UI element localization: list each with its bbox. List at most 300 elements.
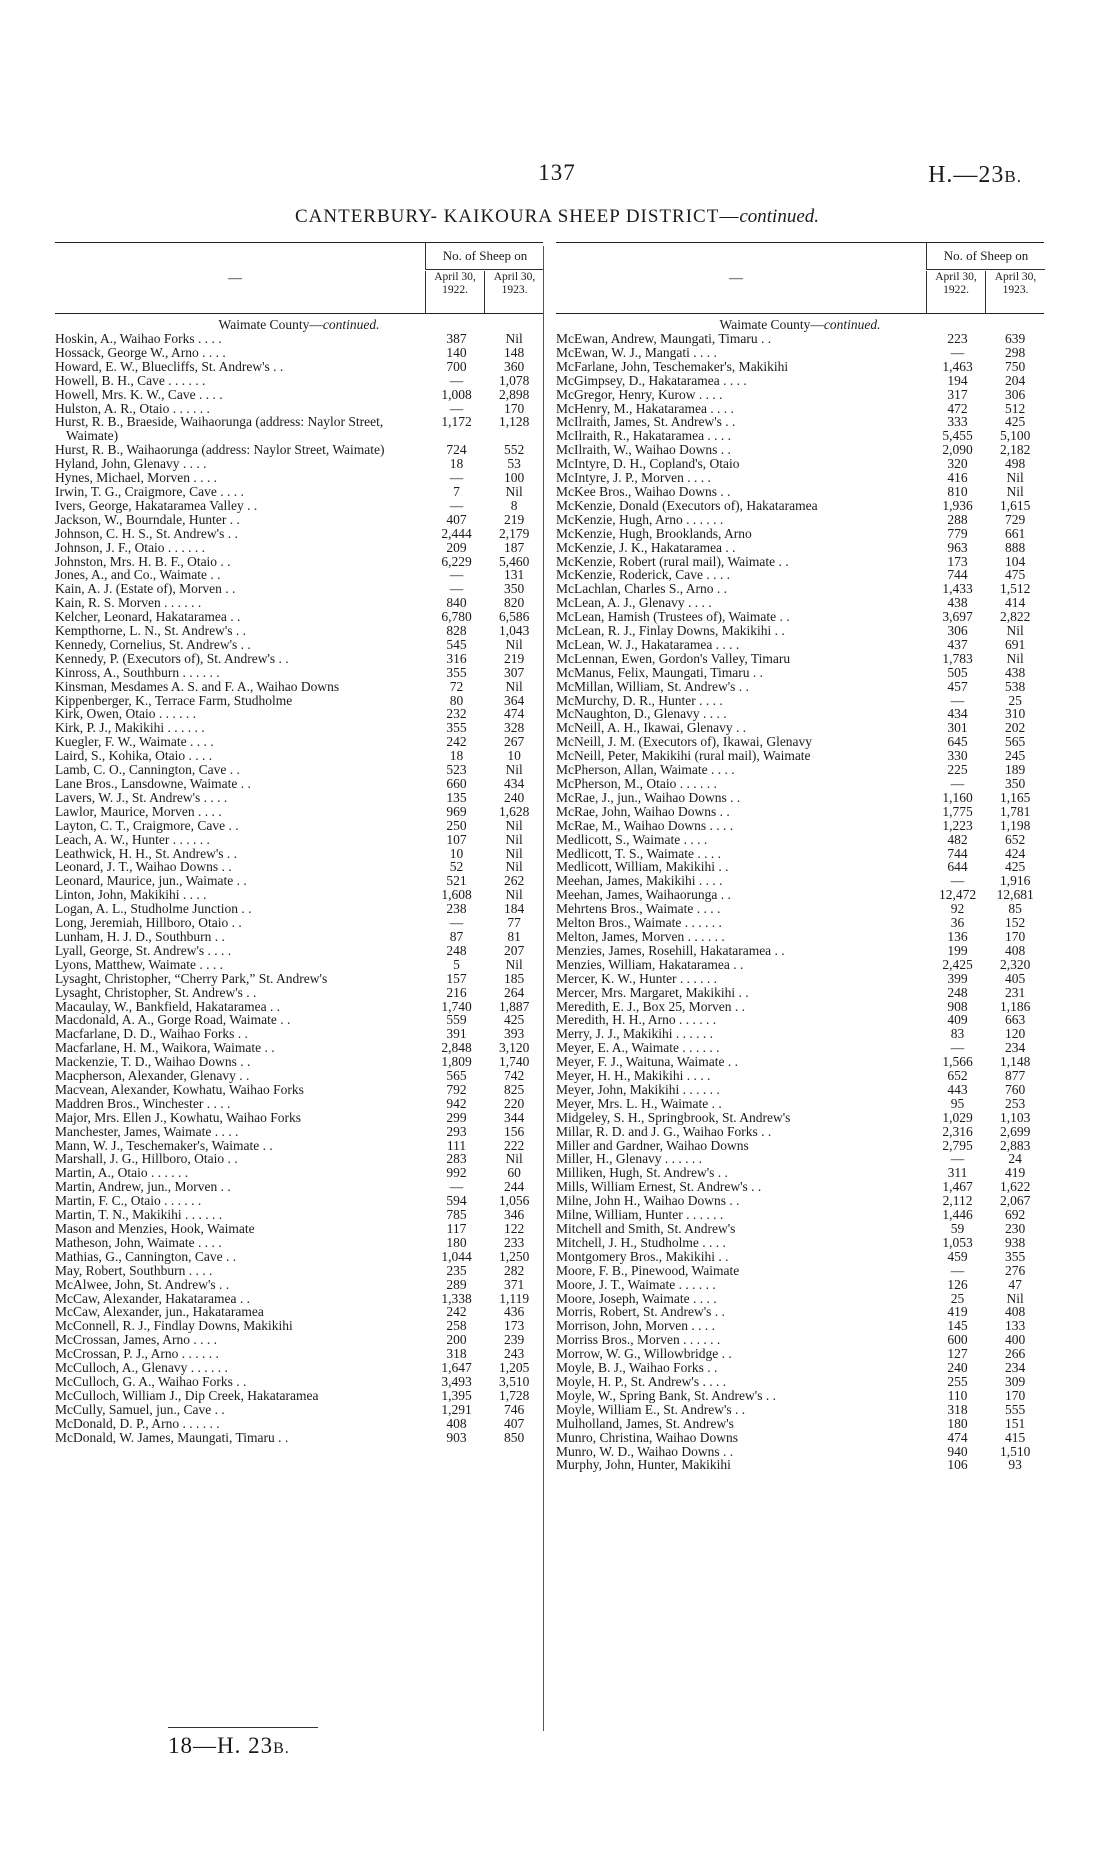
owner-name: Laird, S., Kohika, Otaio . . . . [55, 748, 213, 764]
owner-name: Jackson, W., Bourndale, Hunter . . [55, 511, 240, 527]
sheep-1923: Nil [1006, 483, 1024, 499]
sheep-1923: 2,067 [999, 1193, 1031, 1209]
owner-name: McConnell, R. J., Findlay Downs, Makikihi [55, 1318, 293, 1334]
sheep-1922: 1,566 [942, 1054, 973, 1070]
sheep-1922: 2,425 [942, 956, 973, 972]
owner-name: Mitchell and Smith, St. Andrew's [556, 1221, 736, 1236]
table-row [55, 1194, 543, 1208]
right-column [556, 242, 1044, 1472]
owner-name: Lyons, Matthew, Waimate . . . . [55, 956, 224, 972]
table-row [55, 415, 543, 443]
sheep-1922: 107 [446, 831, 467, 847]
table-row [556, 1458, 1044, 1472]
sheep-1922: 600 [947, 1332, 968, 1348]
owner-name: Leathwick, H. H., St. Andrew's . . [55, 845, 238, 861]
table-row [556, 541, 1044, 555]
sheep-1923: 230 [1005, 1221, 1026, 1236]
owner-name: Irwin, T. G., Craigmore, Cave . . . . [55, 483, 244, 499]
sheep-1922: 1,291 [441, 1401, 472, 1417]
sheep-1922: — [449, 372, 464, 388]
sheep-1923: 240 [504, 789, 525, 805]
table-row [55, 860, 543, 874]
table-row [55, 652, 543, 666]
sheep-1923: 938 [1005, 1234, 1026, 1250]
sheep-1923: 425 [504, 1012, 525, 1028]
owner-name: Milne, John H., Waihao Downs . . [556, 1193, 740, 1209]
table-row [556, 1236, 1044, 1250]
owner-name: Ivers, George, Hakataramea Valley . . [55, 497, 258, 513]
table-row [55, 972, 543, 986]
owner-name: Munro, Christina, Waihao Downs [556, 1429, 739, 1445]
document-reference [928, 162, 1022, 189]
owner-name: Mason and Menzies, Hook, Waimate [55, 1221, 255, 1236]
sheep-1922: 83 [950, 1026, 965, 1042]
owner-name: Morriss Bros., Morven . . . . . . [556, 1332, 721, 1348]
sheep-1922: 1,809 [441, 1054, 472, 1070]
table-row [55, 1361, 543, 1375]
owner-name: Melton Bros., Waimate . . . . . . [556, 915, 722, 931]
sheep-1923: 760 [1005, 1081, 1026, 1097]
sheep-1923: 1,916 [999, 873, 1031, 889]
county-name: Waimate County— [719, 317, 824, 332]
sheep-1923: 405 [1005, 970, 1026, 986]
county-heading [55, 318, 543, 332]
sheep-1923: 498 [1005, 456, 1026, 472]
sheep-1922: 242 [446, 1304, 467, 1320]
owner-name: Menzies, William, Hakataramea . . [556, 956, 744, 972]
sheep-1922: — [950, 1151, 965, 1167]
table-row [556, 680, 1044, 694]
sheep-1923: 282 [504, 1262, 525, 1278]
table-row [55, 555, 543, 569]
owner-name: Moore, Joseph, Waimate . . . . [556, 1290, 717, 1306]
owner-name: McIntyre, D. H., Copland's, Otaio [556, 456, 740, 472]
owner-name: Martin, T. N., Makikihi . . . . . . [55, 1207, 223, 1223]
owner-name: Major, Mrs. Ellen J., Kowhatu, Waihao Forks [55, 1109, 301, 1125]
sheep-1922: 92 [950, 901, 965, 917]
owner-name: Hoskin, A., Waihao Forks . . . . [55, 331, 222, 346]
sheep-1923: 264 [504, 984, 525, 1000]
table-row [55, 1403, 543, 1417]
table-row [55, 666, 543, 680]
sheep-1923: Nil [505, 762, 523, 778]
sheep-1923: 122 [504, 1221, 525, 1236]
owner-name: McKenzie, Hugh, Brooklands, Arno [556, 525, 752, 541]
table-row [556, 1333, 1044, 1347]
owner-name: Lawlor, Maurice, Morven . . . . [55, 803, 222, 819]
table-row [556, 471, 1044, 485]
table-row [55, 1166, 543, 1180]
sheep-1922: 200 [446, 1332, 467, 1348]
owner-name: Mathias, G., Cannington, Cave . . [55, 1248, 237, 1264]
sheep-1923: 12,681 [996, 887, 1034, 903]
table-row [556, 415, 1044, 429]
sheep-1922: 700 [446, 358, 467, 374]
sheep-1923: 234 [1005, 1360, 1026, 1376]
county-heading [556, 318, 1044, 332]
sheep-1923: Nil [1006, 650, 1024, 666]
sheep-1922: 963 [947, 539, 968, 555]
sheep-1922: 135 [446, 789, 467, 805]
table-row [556, 1403, 1044, 1417]
owner-name: Montgomery Bros., Makikihi . . [556, 1248, 729, 1264]
table-row [556, 1292, 1044, 1306]
sheep-1922: 157 [446, 970, 467, 986]
table-row [556, 735, 1044, 749]
table-row [55, 1083, 543, 1097]
sheep-1923: 419 [1005, 1165, 1026, 1181]
sheep-1923: 346 [504, 1207, 525, 1223]
sheep-1923: 1,510 [999, 1443, 1031, 1459]
table-row [556, 749, 1044, 763]
sheep-1922: 52 [449, 859, 464, 875]
table-row [556, 1069, 1044, 1083]
table-row [55, 1125, 543, 1139]
table-row [556, 791, 1044, 805]
sheep-1923: 474 [504, 706, 525, 722]
sheep-1922: — [449, 581, 464, 597]
table-row [55, 1347, 543, 1361]
table-row [556, 499, 1044, 513]
table-row [55, 833, 543, 847]
table-row [556, 1097, 1044, 1111]
table-row [556, 860, 1044, 874]
table-row [556, 429, 1044, 443]
table-row [556, 402, 1044, 416]
owner-name: Mann, W. J., Teschemaker's, Waimate . . [55, 1137, 273, 1153]
owner-name: McEwan, Andrew, Maungati, Timaru . . [556, 331, 772, 346]
owner-name: Lysaght, Christopher, St. Andrew's . . [55, 984, 257, 1000]
table-row [55, 1278, 543, 1292]
sheep-1923: 133 [1005, 1318, 1026, 1334]
table-row [556, 1417, 1044, 1431]
owner-name: Moore, J. T., Waimate . . . . . . [556, 1276, 716, 1292]
sheep-1923: 408 [1005, 942, 1026, 958]
table-row [55, 1264, 543, 1278]
sheep-1922: 828 [446, 623, 467, 639]
table-row [556, 1278, 1044, 1292]
table-row [556, 374, 1044, 388]
owner-name: Meyer, John, Makikihi . . . . . . [556, 1081, 720, 1097]
sheep-1923: 60 [507, 1165, 521, 1181]
table-row [556, 888, 1044, 902]
owner-name: McLean, Hamish (Trustees of), Waimate . . [556, 609, 790, 625]
sheep-1922: 80 [449, 692, 464, 708]
table-row [556, 777, 1044, 791]
sheep-1922: 248 [446, 942, 467, 958]
sheep-1923: 1,148 [999, 1054, 1031, 1070]
county-name: Waimate County— [218, 317, 323, 332]
sheep-1922: 908 [947, 998, 968, 1014]
sheep-1923: 1,628 [498, 803, 530, 819]
sheep-1923: 661 [1005, 525, 1026, 541]
owner-name: Lyall, George, St. Andrew's . . . . [55, 942, 232, 958]
owner-name: Medlicott, S., Waimate . . . . [556, 831, 708, 847]
sheep-1923: 1,198 [999, 817, 1031, 833]
sheep-1922: 6,780 [441, 609, 472, 625]
sheep-1923: Nil [505, 331, 523, 346]
table-row [55, 888, 543, 902]
sheep-1922: — [449, 497, 464, 513]
owner-name: Martin, F. C., Otaio . . . . . . [55, 1193, 202, 1209]
owner-name: McMurchy, D. R., Hunter . . . . [556, 692, 723, 708]
table-row [55, 694, 543, 708]
sheep-1922: 644 [947, 859, 968, 875]
sheep-1922: 1,433 [942, 581, 973, 597]
owner-name: Lysaght, Christopher, “Cherry Park,” St. Andrew's [55, 970, 328, 986]
doc-ref-suffix: B. [1004, 167, 1022, 186]
table-row [55, 1069, 543, 1083]
owner-name: Miller, H., Glenavy . . . . . . [556, 1151, 703, 1167]
owner-name: Kennedy, P. (Executors of), St. Andrew's . . [55, 650, 289, 666]
sheep-1922: 992 [446, 1165, 467, 1181]
signature-suffix: B. [273, 1740, 290, 1757]
sheep-1922: 235 [446, 1262, 467, 1278]
sheep-1923: 436 [504, 1304, 525, 1320]
table-row [556, 694, 1044, 708]
sheep-1923: 364 [504, 692, 525, 708]
table-row [55, 513, 543, 527]
sheep-1923: 85 [1008, 901, 1022, 917]
sheep-1923: 207 [504, 942, 525, 958]
table-row [55, 1417, 543, 1431]
sheep-1923: 10 [507, 748, 521, 764]
sheep-1923: 825 [504, 1081, 525, 1097]
owner-name: Maddren Bros., Winchester . . . . [55, 1095, 231, 1111]
sheep-1922: 330 [947, 748, 968, 764]
sheep-1923: 309 [1005, 1373, 1026, 1389]
owner-name: Howell, B. H., Cave . . . . . . [55, 372, 206, 388]
sheep-1923: 552 [504, 442, 525, 458]
sheep-1922: 565 [446, 1068, 467, 1084]
date-1923-header: April 30, 1923. [484, 271, 544, 313]
sheep-1922: 594 [446, 1193, 467, 1209]
sheep-1922: 223 [947, 331, 968, 346]
sheep-1922: 2,444 [441, 525, 472, 541]
sheep-1923: Nil [505, 859, 523, 875]
owner-name: Menzies, James, Rosehill, Hakataramea . . [556, 942, 785, 958]
table-row [55, 1111, 543, 1125]
sheep-1923: 424 [1005, 845, 1026, 861]
sheep-1923: 298 [1005, 344, 1026, 360]
owner-name: Merry, J. J., Makikihi . . . . . . [556, 1026, 713, 1042]
sheep-1922: 840 [446, 595, 467, 611]
sheep-1922: 199 [947, 942, 968, 958]
owner-name: Kain, R. S. Morven . . . . . . [55, 595, 202, 611]
sheep-1922: 1,446 [942, 1207, 973, 1223]
sheep-1923: 888 [1005, 539, 1026, 555]
sheep-1923: Nil [505, 845, 523, 861]
sheep-1923: 8 [510, 497, 518, 513]
sheep-1923: 2,179 [498, 525, 530, 541]
table-row [55, 902, 543, 916]
owner-name: Long, Jeremiah, Hillboro, Otaio . . [55, 915, 242, 931]
table-row [55, 1180, 543, 1194]
table-row [556, 666, 1044, 680]
owner-name: Moore, F. B., Pinewood, Waimate [556, 1262, 740, 1278]
owner-name: Kempthorne, L. N., St. Andrew's . . [55, 623, 247, 639]
table-row [55, 596, 543, 610]
sheep-1923: 170 [1005, 928, 1026, 944]
table-row [55, 874, 543, 888]
table-row [55, 1222, 543, 1236]
owner-name: Matheson, John, Waimate . . . . [55, 1234, 222, 1250]
table-row [55, 527, 543, 541]
sheep-1922: 288 [947, 511, 968, 527]
table-row [55, 749, 543, 763]
table-row [55, 1305, 543, 1319]
sheep-1922: 1,160 [942, 789, 973, 805]
sheep-1922: 59 [950, 1221, 965, 1236]
owner-name: McCulloch, A., Glenavy . . . . . . [55, 1360, 228, 1376]
table-row [556, 1319, 1044, 1333]
table-row [55, 485, 543, 499]
sheep-1923: 152 [1005, 915, 1026, 931]
sheep-1923: 2,898 [498, 386, 530, 402]
sheep-1923: 344 [504, 1109, 525, 1125]
owner-name: Lane Bros., Lansdowne, Waimate . . [55, 776, 251, 791]
sheep-1922: 419 [947, 1304, 968, 1320]
sheep-1922: 320 [947, 456, 968, 472]
owner-name: McKee Bros., Waihao Downs . . [556, 483, 731, 499]
sheep-1923: 1,128 [498, 414, 530, 430]
sheep-1922: 779 [947, 525, 968, 541]
table-row [556, 638, 1044, 652]
footer-rule [168, 1727, 318, 1728]
sheep-1923: 2,320 [999, 956, 1031, 972]
date-1922-header: April 30, 1922. [425, 271, 484, 313]
table-row [556, 610, 1044, 624]
sheep-1923: 3,510 [498, 1373, 530, 1389]
owner-name: Macfarlane, H. M., Waikora, Waimate . . [55, 1040, 275, 1056]
sheep-1923: 360 [504, 358, 525, 374]
sheep-1923: 47 [1008, 1276, 1022, 1292]
sheep-1923: 425 [1005, 859, 1026, 875]
sheep-1923: 415 [1005, 1429, 1026, 1445]
table-row [55, 1389, 543, 1403]
table-row [556, 624, 1044, 638]
owner-name: McLean, W. J., Hakataramea . . . . [556, 636, 740, 652]
sheep-1923: 1,740 [498, 1054, 530, 1070]
sheep-1923: 306 [1005, 386, 1026, 402]
sheep-1923: 512 [1005, 400, 1026, 416]
owner-name: McRae, John, Waihao Downs . . [556, 803, 730, 819]
sheep-1923: 1,043 [498, 623, 530, 639]
owner-name: McKenzie, Roderick, Cave . . . . [556, 567, 730, 583]
owner-name: Meredith, E. J., Box 25, Morven . . [556, 998, 745, 1014]
sheep-1922: 283 [446, 1151, 467, 1167]
sheep-1923: 691 [1005, 636, 1026, 652]
sheep-1923: 1,887 [498, 998, 530, 1014]
sheep-1923: 233 [504, 1234, 525, 1250]
owner-name: Mercer, K. W., Hunter . . . . . . [556, 970, 718, 986]
owner-name: McRae, M., Waihao Downs . . . . [556, 817, 734, 833]
table-row [556, 332, 1044, 346]
sheep-1922: 1,783 [942, 650, 973, 666]
sheep-1922: 306 [947, 623, 968, 639]
sheep-1922: 457 [947, 678, 968, 694]
sheep-1922: 652 [947, 1068, 968, 1084]
sheep-1923: 1,078 [498, 372, 530, 388]
owner-name: Howell, Mrs. K. W., Cave . . . . [55, 386, 223, 402]
sheep-1923: 219 [504, 511, 525, 527]
owner-list [55, 332, 543, 1445]
sheep-1922: 18 [449, 748, 464, 764]
table-row [556, 958, 1044, 972]
sheep-1922: 1,053 [942, 1234, 973, 1250]
owner-name: Mackenzie, T. D., Waihao Downs . . [55, 1054, 251, 1070]
sheep-1922: 407 [446, 511, 467, 527]
sheep-1923: 1,250 [498, 1248, 530, 1264]
table-row [55, 471, 543, 485]
sheep-1923: 1,622 [999, 1179, 1031, 1195]
sheep-1922: 2,795 [942, 1137, 973, 1153]
sheep-1922: 242 [446, 734, 467, 750]
sheep-1922: 225 [947, 762, 968, 778]
sheep-1922: 559 [446, 1012, 467, 1028]
owner-name: McGimpsey, D., Hakataramea . . . . [556, 372, 747, 388]
owner-name: Medlicott, William, Makikihi . . [556, 859, 729, 875]
table-row [55, 721, 543, 735]
table-row [55, 916, 543, 930]
table-row [556, 1250, 1044, 1264]
sheep-1922: 438 [947, 595, 968, 611]
owner-name: Meyer, H. H., Makikihi . . . . [556, 1068, 711, 1084]
sheep-1922: 318 [446, 1346, 467, 1362]
owner-name: Linton, John, Makikihi . . . . [55, 887, 207, 903]
sheep-1922: 317 [947, 386, 968, 402]
sheep-1923: 742 [504, 1068, 525, 1084]
sheep-1923: 350 [1005, 776, 1026, 791]
owner-name: Macdonald, A. A., Gorge Road, Waimate . . [55, 1012, 291, 1028]
sheep-1922: 95 [950, 1095, 965, 1111]
sheep-1922: 744 [947, 845, 968, 861]
owner-name: Munro, W. D., Waihao Downs . . [556, 1443, 734, 1459]
owner-name: Layton, C. T., Craigmore, Cave . . [55, 817, 239, 833]
owner-name: Martin, Andrew, jun., Morven . . [55, 1179, 231, 1195]
sheep-1923: 2,699 [999, 1123, 1031, 1139]
sheep-1923: 244 [504, 1179, 525, 1195]
table-row [55, 707, 543, 721]
signature-mark [168, 1733, 290, 1759]
sheep-1922: 1,740 [441, 998, 472, 1014]
sheep-1923: 5,100 [999, 428, 1031, 444]
sheep-1923: 328 [504, 720, 525, 736]
owner-name: McGregor, Henry, Kurow . . . . [556, 386, 723, 402]
signature-main: 18—H. 23 [168, 1733, 274, 1758]
county-suffix: continued. [823, 317, 881, 332]
sheep-1923: 407 [504, 1415, 525, 1431]
sheep-1922: 117 [446, 1221, 467, 1236]
owner-name: Kirk, P. J., Makikihi . . . . . . [55, 720, 205, 736]
sheep-1923: Nil [505, 483, 523, 499]
sheep-1923: 877 [1005, 1068, 1026, 1084]
sheep-1922: 110 [947, 1387, 968, 1403]
owner-name: Johnson, C. H. S., St. Andrew's . . [55, 525, 238, 541]
sheep-1923: 220 [504, 1095, 525, 1111]
sheep-1923: 307 [504, 664, 525, 680]
table-row [55, 1013, 543, 1027]
sheep-1923: Nil [505, 1151, 523, 1167]
table-row [556, 1166, 1044, 1180]
sheep-1922: 1,029 [942, 1109, 973, 1125]
sheep-1923: 750 [1005, 358, 1026, 374]
date-1923-header: April 30, 1923. [985, 271, 1045, 313]
owner-name: McPherson, Allan, Waimate . . . . [556, 762, 735, 778]
sheep-1923: 100 [504, 470, 525, 486]
owner-name: Hurst, R. B., Waihaorunga (address: Naylor Street, Waimate) [55, 442, 385, 458]
owner-name: Manchester, James, Waimate . . . . [55, 1123, 239, 1139]
